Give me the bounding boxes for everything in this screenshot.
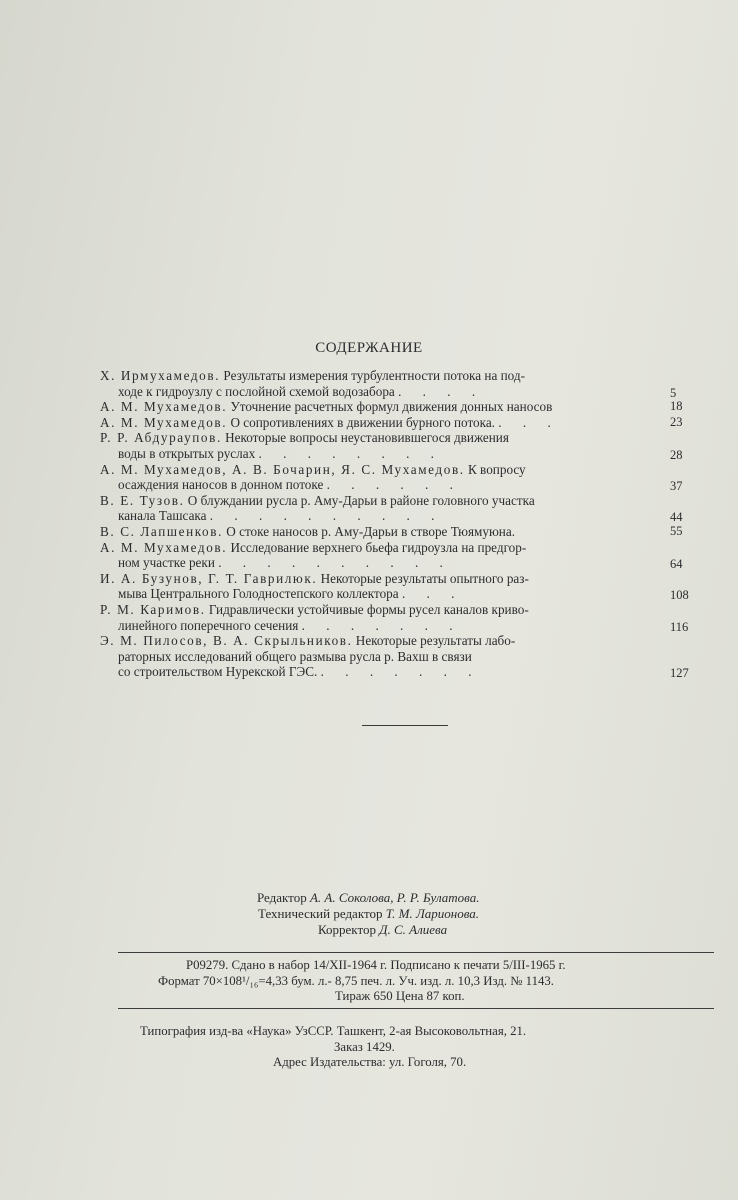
tech-editor-name: Т. М. Ларионова.	[385, 906, 480, 921]
toc-entry-page-number: 108	[670, 588, 689, 603]
toc-entry-text: ходе к гидроузлу с послойной схемой водозабора	[118, 383, 395, 399]
toc-entry-text: Гидравлически устойчивые формы русел каналов криво-	[208, 601, 529, 617]
corrector-line	[0, 922, 738, 938]
toc-entry-text: со строительством Нурекской ГЭС.	[118, 664, 318, 680]
toc-entry-page-number: 64	[670, 557, 683, 572]
toc-entry-page-number: 37	[670, 479, 683, 494]
toc-entry-page-number: 44	[670, 510, 683, 525]
tech-editor-line	[0, 906, 738, 922]
toc-entry	[100, 493, 700, 524]
toc-entry-text: О стоке наносов р. Аму-Дарьи в створе Тюямуюна.	[226, 523, 516, 539]
toc-entry-author: Р. М. Каримов.	[100, 601, 206, 617]
toc-entry-leader-dots: . . . . . . .	[301, 617, 462, 633]
toc-entry-line	[100, 399, 670, 415]
toc-entry-line	[100, 415, 670, 431]
imprint-rule-top	[118, 952, 714, 953]
toc-entry-text: Результаты измерения турбулентности потока на под-	[223, 368, 525, 383]
toc-entry-author: Р. Р. Абдураупов.	[100, 430, 222, 446]
toc-entry-text: раторных исследований общего размыва русла р. Вахш в связи	[118, 648, 472, 664]
editor-names: А. А. Соколова, Р. Р. Булатова.	[309, 890, 480, 905]
toc-entry-author: В. Е. Тузов.	[100, 492, 185, 508]
tech-editor-label: Технический редактор	[258, 906, 383, 921]
toc-entry-page-number: 23	[670, 414, 683, 429]
editor-line	[0, 890, 738, 906]
toc-entry	[100, 602, 700, 633]
toc-entry-text: ном участке реки	[118, 555, 215, 571]
toc-entry	[100, 540, 700, 571]
toc-entry	[100, 415, 700, 431]
toc-entry-line	[100, 477, 670, 493]
toc-entry-line	[100, 368, 670, 384]
toc-entry-line	[100, 430, 670, 446]
toc-entry-line	[100, 508, 670, 524]
toc-entry-line	[100, 649, 670, 665]
toc-entry	[100, 462, 700, 493]
toc-entry-page-number: 127	[670, 666, 689, 681]
toc-entry-line	[100, 664, 670, 680]
toc-entry-leader-dots: . . . . . . . . . .	[209, 508, 444, 524]
toc-entry-author: Э. М. Пилосов, В. А. Скрыльников.	[100, 633, 353, 649]
toc-entry-text: Уточнение расчетных формул движения донных наносов	[230, 399, 553, 415]
toc-entry-page-number: 116	[670, 619, 689, 634]
toc-entry-line	[100, 586, 670, 602]
toc-entry-leader-dots: . . . . . . .	[320, 664, 481, 680]
editorial-credits	[0, 890, 738, 938]
toc-entry-text: О сопротивлениях в движении бурного потока.	[230, 414, 495, 430]
toc-entry-leader-dots: . . . . . . . . . .	[218, 555, 452, 571]
printer-block	[0, 1024, 738, 1071]
toc-entry-line	[100, 462, 670, 478]
imprint-block	[0, 958, 738, 1005]
toc-entry	[100, 633, 700, 680]
toc-entry-page-number: 28	[670, 447, 683, 462]
toc-entry-leader-dots: . . . . . .	[326, 477, 462, 493]
toc-entry-line	[100, 571, 670, 587]
toc-entry-line	[100, 493, 670, 509]
toc-entry-line	[100, 555, 670, 571]
toc-entry-line	[100, 540, 670, 556]
toc-entry-author: И. А. Бузунов, Г. Т. Гаврилюк.	[100, 570, 318, 586]
toc-entry-page-number: 55	[670, 523, 683, 538]
toc-entry-text: О блуждании русла р. Аму-Дарьи в районе головного участка	[187, 492, 535, 508]
table-of-contents	[100, 368, 700, 680]
imprint-line-1: Р09279. Сдано в набор 14/XII-1964 г. Подписано к печати 5/III-1965 г.	[186, 958, 566, 972]
toc-entry	[100, 368, 700, 399]
printer-line-2: Заказ 1429.	[334, 1039, 395, 1054]
toc-entry-leader-dots: . . .	[498, 414, 560, 430]
printer-line-3: Адрес Издательства: ул. Гоголя, 70.	[273, 1055, 467, 1069]
imprint-line-3: Тираж 650 Цена 87 коп.	[335, 989, 465, 1003]
imprint-line-2: Формат 70×108¹/₁₆=4,33 бум. л.- 8,75 печ. л. Уч. изд. л. 10,3 Изд. № 1143.	[158, 973, 554, 988]
toc-entry	[100, 430, 700, 461]
toc-entry-text: Некоторые вопросы неустановившегося движения	[225, 430, 509, 446]
imprint-rule-bottom	[118, 1008, 714, 1009]
toc-entry-text: К вопросу	[467, 461, 526, 477]
editor-label: Редактор	[257, 890, 307, 905]
corrector-label: Корректор	[318, 922, 376, 937]
toc-entry-line	[100, 618, 670, 634]
toc-entry-author: А. М. Мухамедов.	[100, 539, 228, 555]
toc-entry	[100, 399, 700, 415]
toc-entry-line	[100, 524, 670, 540]
toc-entry-line	[100, 633, 670, 649]
toc-entry-line	[100, 384, 670, 400]
toc-entry-text: Некоторые результаты лабо-	[355, 633, 516, 649]
toc-entry-leader-dots: . . .	[401, 586, 464, 602]
toc-entry-author: А. М. Мухамедов.	[100, 414, 228, 430]
toc-entry-text: канала Ташсака	[118, 508, 207, 524]
toc-entry-text: мыва Центрального Голодностепского коллектора	[118, 586, 399, 602]
toc-entry-text: Некоторые результаты опытного раз-	[320, 570, 529, 586]
toc-entry-line	[100, 602, 670, 618]
corrector-name: Д. С. Алиева	[379, 922, 448, 937]
toc-entry-leader-dots: . . . .	[398, 383, 485, 399]
section-divider	[362, 725, 448, 726]
toc-entry-author: В. С. Лапшенков.	[100, 523, 223, 539]
toc-entry-line	[100, 446, 670, 462]
toc-entry-page-number: 5	[670, 385, 677, 400]
toc-entry-page-number: 18	[670, 399, 683, 414]
toc-entry-leader-dots: . . . . . . . .	[258, 445, 443, 461]
toc-entry-text: линейного поперечного сечения	[118, 617, 299, 633]
toc-entry-text: Исследование верхнего бьефа гидроузла на предгор-	[230, 539, 527, 555]
toc-entry	[100, 524, 700, 540]
toc-entry-text: воды в открытых руслах	[118, 445, 256, 461]
toc-title: СОДЕРЖАНИЕ	[315, 340, 423, 356]
toc-entry-author: Х. Ирмухамедов.	[100, 368, 221, 383]
toc-entry	[100, 571, 700, 602]
toc-entry-author: А. М. Мухамедов, А. В. Бочарин, Я. С. Мухамедов.	[100, 461, 465, 477]
toc-entry-author: А. М. Мухамедов.	[100, 399, 228, 415]
printer-line-1: Типография изд-ва «Наука» УзССР. Ташкент, 2-ая Высоковольтная, 21.	[140, 1024, 527, 1038]
toc-entry-text: осаждения наносов в донном потоке	[118, 477, 324, 493]
